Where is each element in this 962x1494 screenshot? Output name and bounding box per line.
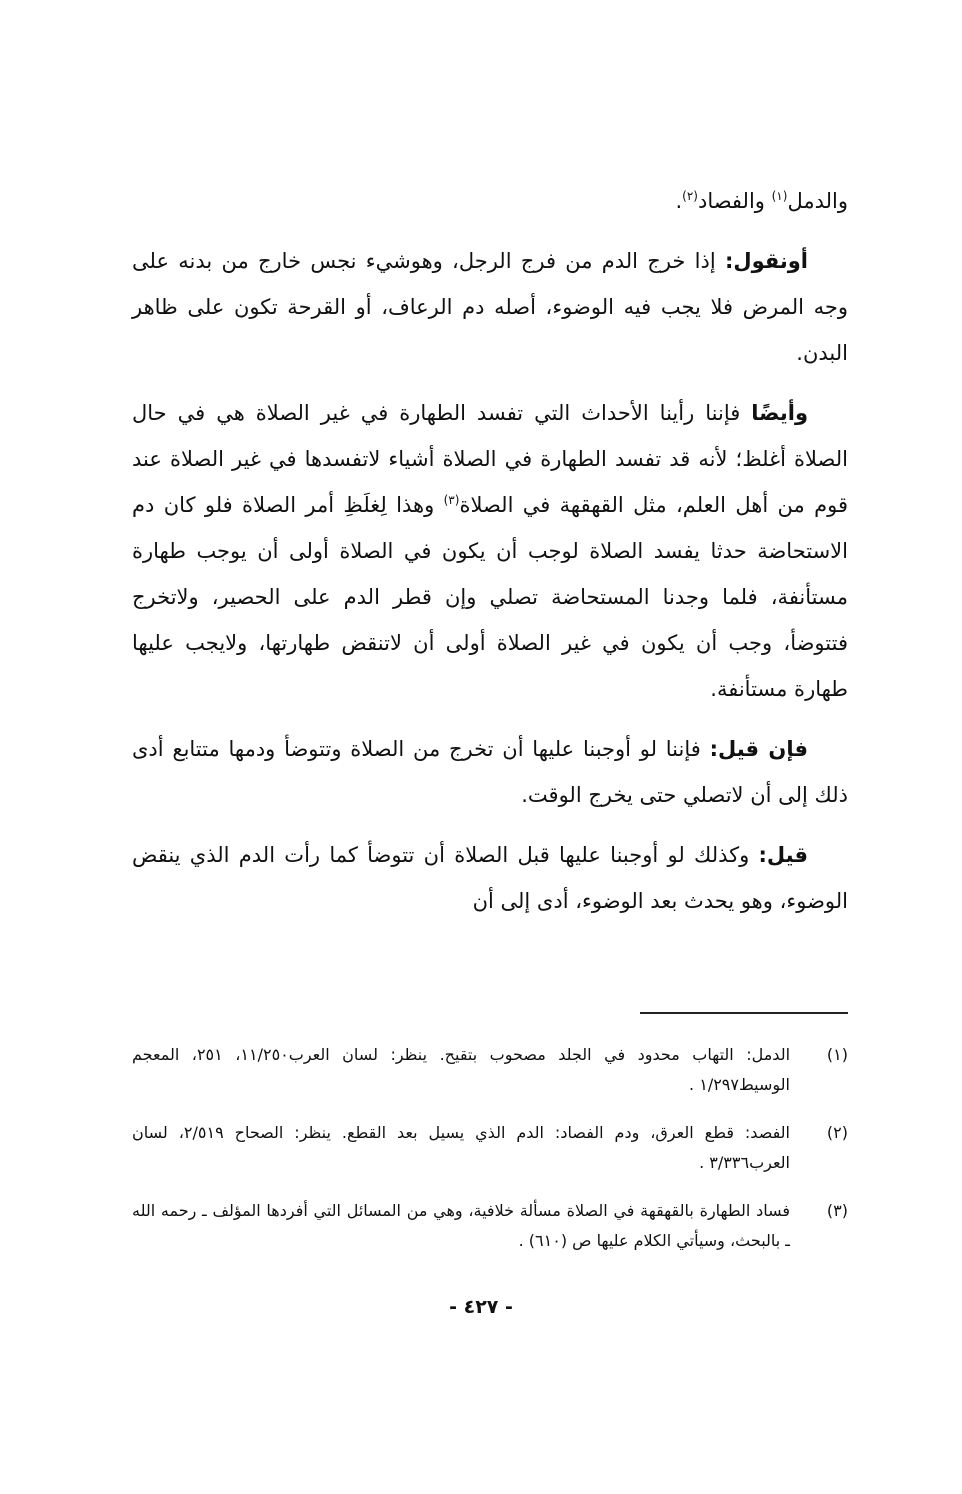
footnote-item <box>132 1196 848 1256</box>
paragraph-text: . <box>675 189 683 213</box>
footnote-marker-1: (١) <box>771 189 788 203</box>
footnote-marker-2: (٢) <box>682 189 698 203</box>
paragraph-reply <box>132 832 848 924</box>
paragraph-text: وهذا لِغلَظِ أمر الصلاة فلو كان دم الاستحاضة حدثا يفسد الصلاة لوجب أن يكون في الصلاة أولى أن يوجب طهارة مستأنفة، فلما وجدنا المستحاضة تصلي وإن قطر الدم على الحصير، ولاتخرج فتتوضأ، وجب أن يكون في غير الصلاة أولى أن لاتنقض طهارتها، ولايجب عليها طهارة مستأنفة. <box>132 493 848 701</box>
paragraph-also <box>132 390 848 712</box>
paragraph-objection <box>132 726 848 818</box>
paragraph-lead: وأيضًا <box>751 401 808 425</box>
footnote-item <box>132 1040 848 1100</box>
footnote-text: الفصد: قطع العرق، ودم الفصاد: الدم الذي يسيل بعد القطع. ينظر: الصحاح ٢/٥١٩، لسان العرب٣/٣٣٦ . <box>132 1123 790 1172</box>
paragraph-continuation <box>132 178 848 224</box>
paragraph-text: إذا خرج الدم من فرج الرجل، وهوشيء نجس خارج من بدنه على وجه المرض فلا يجب فيه الوضوء، أصله دم الرعاف، أو القرحة تكون على ظاهر البدن. <box>132 249 848 365</box>
paragraph-lead: قيل: <box>758 843 808 867</box>
page-number: - ٤٢٧ - <box>449 1296 513 1318</box>
main-text <box>132 178 848 938</box>
footnote-number: (٣) <box>826 1201 848 1220</box>
footnote-marker-3: (٣) <box>443 493 460 507</box>
paragraph-text: وكذلك لو أوجبنا عليها قبل الصلاة أن تتوضأ كما رأت الدم الذي ينقض الوضوء، وهو يحدث بعد الوضوء، أدى إلى أن <box>132 843 848 913</box>
paragraph-lead: فإن قيل: <box>709 737 808 761</box>
footnote-number: (٢) <box>826 1123 848 1142</box>
footnote-text: فساد الطهارة بالقهقهة في الصلاة مسألة خلافية، وهي من المسائل التي أفردها المؤلف ـ رحمه الله ـ بالبحث، وسيأتي الكلام عليها ص (٦١٠) . <box>132 1201 790 1250</box>
footnote-number: (١) <box>826 1045 848 1064</box>
footnote-item <box>132 1118 848 1178</box>
paragraph-text: والفصاد <box>697 189 772 213</box>
paragraph-lead: أونقول: <box>724 249 808 273</box>
footnote-text: الدمل: التهاب محدود في الجلد مصحوب بتقيح. ينظر: لسان العرب١١/٢٥٠، ٢٥١، المعجم الوسيط١/٢٩٧ . <box>132 1045 791 1094</box>
paragraph-argument <box>132 238 848 376</box>
paragraph-text: فإننا لو أوجبنا عليها أن تخرج من الصلاة وتتوضأ ودمها متتابع أدى ذلك إلى أن لاتصلي حتى يخرج الوقت. <box>132 737 848 807</box>
paragraph-text: فإننا رأينا الأحداث التي تفسد الطهارة في غير الصلاة هي في حال الصلاة أغلظ؛ لأنه قد تفسد الطهارة في الصلاة أشياء لاتفسدها في غير الصلاة عند قوم من أهل العلم، مثل القهقهة في الصلاة <box>132 401 849 517</box>
footnotes <box>132 1040 848 1274</box>
paragraph-text: والدمل <box>787 189 848 213</box>
footnote-divider <box>640 1012 848 1014</box>
